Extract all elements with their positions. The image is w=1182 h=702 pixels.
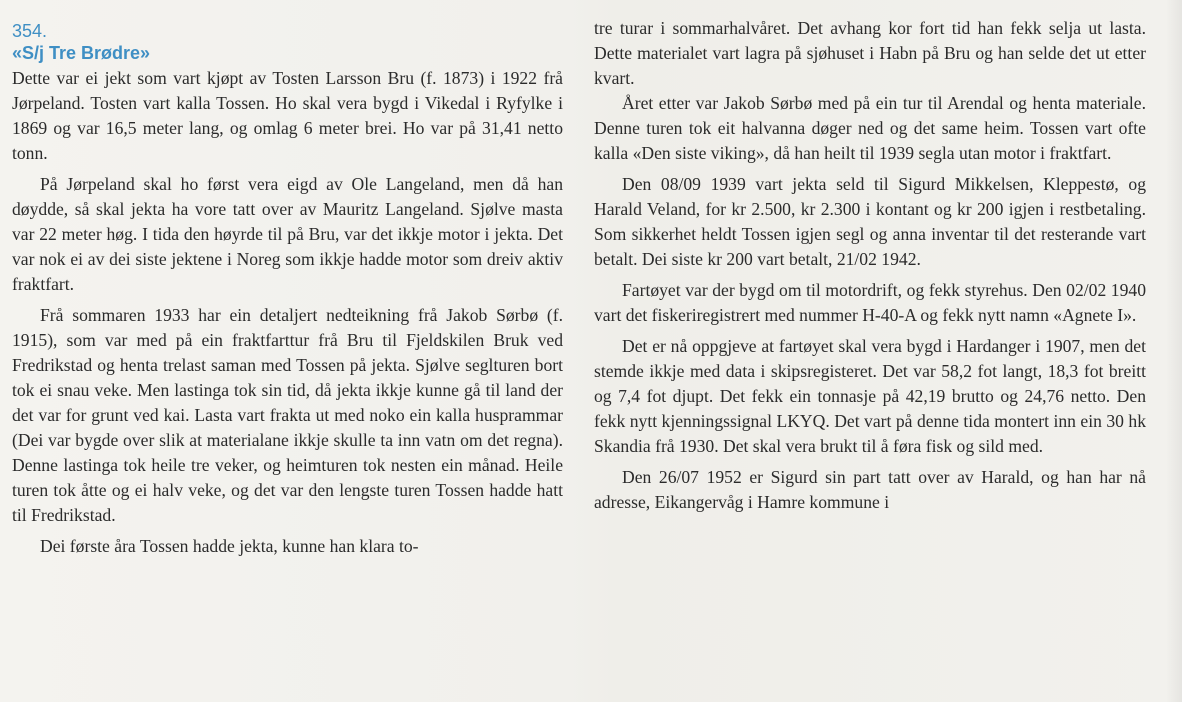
paragraph: Året etter var Jakob Sørbø med på ein tur til Arendal og henta materiale. Denne turen tok eit halvanna døger ned og det same heim. Tossen vart ofte kalla «Den siste viking», då han heilt til 1939 segla utan motor i fraktfart. [594,93,1146,163]
paragraph: tre turar i sommarhalvåret. Det avhang kor fort tid han fekk selja ut lasta. Dette materialet vart lagra på sjøhuset i Habn på Bru og han selde det ut etter kvart. [594,18,1146,88]
paragraph: Frå sommaren 1933 har ein detaljert nedteikning frå Jakob Sørbø (f. 1915), som var med på ein fraktfarttur frå Bru til Fjeldskilen Bruk ved Fredrikstad og henta trelast saman med Tossen på jekta. Sjølve seglturen bort tok ei snau veke. Men lastinga tok sin tid, då jekta ikkje kunne gå til land der det var for grunt ved kai. Lasta vart frakta ut med noko ein kalla husprammar (Dei var bygde over slik at materialane ikkje skulle ta inn vatn om det regna). Denne lastinga tok heile tre veker, og heimturen tok nesten ein månad. Heile turen tok åtte og ei halv veke, og det var den lengste turen Tossen hadde hatt til Fredrikstad. [12,305,563,525]
paragraph: På Jørpeland skal ho først vera eigd av Ole Langeland, men då han døydde, så skal jekta ha vore tatt over av Mauritz Langeland. Sjølve masta var 22 meter høg. I tida den høyrde til på Bru, var det ikkje motor i jekta. Det var nok ei av dei siste jektene i Noreg som ikkje hadde motor som dreiv aktiv fraktfart. [12,174,563,294]
entry-title: «S/j Tre Brødre» [12,43,151,63]
page-edge-shadow [1166,0,1182,702]
paragraph: Dette var ei jekt som vart kjøpt av Tosten Larsson Bru (f. 1873) i 1922 frå Jørpeland. Tosten vart kalla Tossen. Ho skal vera bygd i Vikedal i Ryfylke i 1869 og var 16,5 meter lang, og omlag 6 meter brei. Ho var på 31,41 netto tonn. [12,68,563,163]
paragraph: Den 26/07 1952 er Sigurd sin part tatt over av Harald, og han har nå adresse, Eikangervåg i Hamre kommune i [594,467,1146,512]
paragraph: Fartøyet var der bygd om til motordrift, og fekk styrehus. Den 02/02 1940 vart det fiskeriregistrert med nummer H-40-A og fekk nytt namn «Agnete I». [594,280,1146,325]
entry-number: 354. [12,21,48,41]
paragraph: Den 08/09 1939 vart jekta seld til Sigurd Mikkelsen, Kleppestø, og Harald Veland, for kr 2.500, kr 2.300 i kontant og kr 200 igjen i restbetaling. Som sikkerhet heldt Tossen igjen segl og anna inventar til det resterande vart betalt. Dei siste kr 200 vart betalt, 21/02 1942. [594,174,1146,269]
right-column [594,16,1146,515]
paragraph: Dei første åra Tossen hadde jekta, kunne han klara to- [40,536,419,556]
paragraph: Det er nå oppgjeve at fartøyet skal vera bygd i Hardanger i 1907, men det stemde ikkje med data i skipsregisteret. Det var 58,2 fot langt, 18,3 fot breitt og 7,4 fot djupt. Det fekk ein tonnasje på 42,19 brutto og 24,76 netto. Den fekk nytt kjenningssignal LKYQ. Det vart på denne tida montert inn ein 30 hk Skandia frå 1930. Det skal vera brukt til å føra fisk og sild med. [594,336,1146,456]
left-column [12,20,563,559]
